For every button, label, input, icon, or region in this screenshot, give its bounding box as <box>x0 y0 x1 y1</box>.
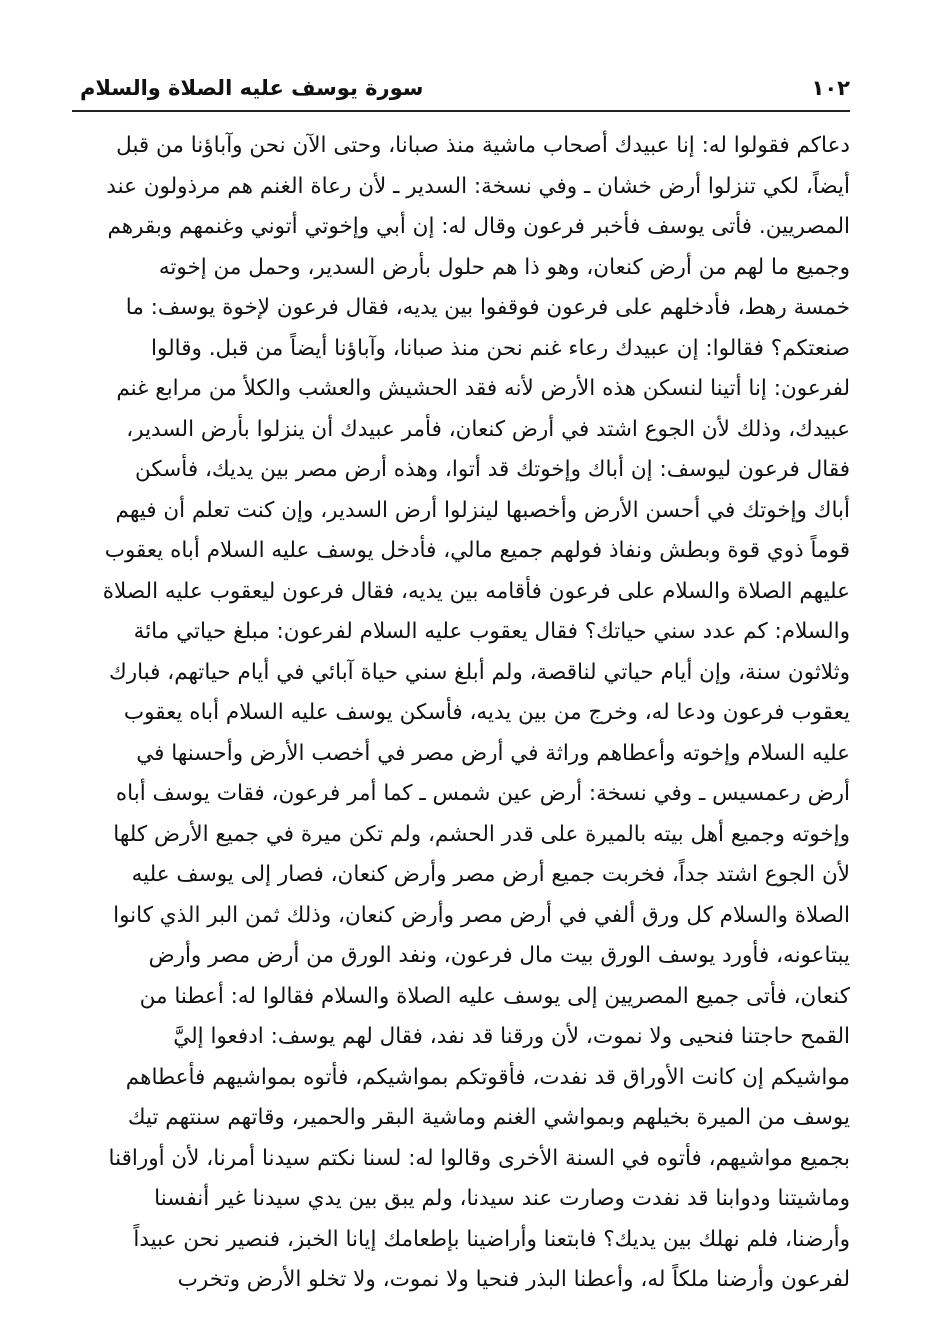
text-line: وثلاثون سنة، وإن أيام حياتي لناقصة، ولم أبلغ سني حياة آبائي في أيام حياتهم، فبارك <box>109 659 850 685</box>
text-line: المصريين. فأتى يوسف فأخبر فرعون وقال له: إن أبي وإخوتي أتوني وغنمهم وبقرهم <box>107 214 850 239</box>
text-line: والسلام: كم عدد سني حياتك؟ فقال يعقوب عليه السلام لفرعون: مبلغ حياتي مائة <box>133 619 850 644</box>
text-line: يعقوب فرعون ودعا له، وخرج من بين يديه، فأسكن يوسف عليه السلام أباه يعقوب <box>123 700 850 725</box>
text-line: لأن الجوع اشتد جداً، فخربت جميع أرض مصر وأرض كنعان، فصار إلى يوسف عليه <box>131 862 850 887</box>
text-line: لفرعون وأرضنا ملكاً له، وأعطنا البذر فنحيا ولا نموت، ولا تخلو الأرض وتخرب <box>177 1267 850 1292</box>
text-line: القمح حاجتنا فنحيى ولا نموت، لأن ورقنا قد نفد، فقال لهم يوسف: ادفعوا إليَّ <box>173 1024 850 1049</box>
text-line: مواشيكم إن كانت الأوراق قد نفدت، فأقوتكم بمواشيكم، فأتوه بمواشيهم فأعطاهم <box>125 1064 850 1090</box>
text-line: عبيدك، وذلك لأن الجوع اشتد في أرض كنعان، فأمر عبيدك أن ينزلوا بأرض السدير، <box>126 416 850 442</box>
text-line: دعاكم فقولوا له: إنا عبيدك أصحاب ماشية منذ صبانا، وحتى الآن نحن وآباؤنا من قبل <box>116 133 850 158</box>
text-line: وأرضنا، فلم نهلك بين يديك؟ فابتعنا وأراضينا بإطعامك إيانا الخبز، فنصير نحن عبيداً <box>133 1226 850 1252</box>
text-line: لفرعون: إنا أتينا لنسكن هذه الأرض لأنه فقد الحشيش والعشب والكلأ من مرابع غنم <box>116 376 850 401</box>
text-line: الصلاة والسلام كل ورق ألفي في أرض مصر وأرض كنعان، وذلك ثمن البر الذي كانوا <box>113 902 850 928</box>
header-rule <box>72 110 850 112</box>
text-line: وماشيتنا ودوابنا قد نفدت وصارت عند سيدنا، ولم يبق بين يدي سيدنا غير أنفسنا <box>154 1186 850 1211</box>
text-line: كنعان، فأتى جميع المصريين إلى يوسف عليه الصلاة والسلام فقالوا له: أعطنا من <box>139 983 850 1009</box>
text-line: بجميع مواشيهم، فأتوه في السنة الأخرى وقالوا له: لسنا نكتم سيدنا أمرنا، لأن أوراقنا <box>108 1145 850 1171</box>
book-page <box>72 70 850 1320</box>
text-line: خمسة رهط، فأدخلهم على فرعون فوقفوا بين يديه، فقال فرعون لإخوة يوسف: ما <box>125 295 850 320</box>
text-line: صنعتكم؟ فقالوا: إن عبيدك رعاء غنم نحن منذ صبانا، وآباؤنا أيضاً من قبل. وقالوا <box>151 335 850 361</box>
text-line: وجميع ما لهم من أرض كنعان، وهو ذا هم حلول بأرض السدير، وحمل من إخوته <box>158 254 850 280</box>
text-line: أباك وإخوتك في أحسن الأرض وأخصبها لينزلوا أرض السدير، وإن كنت تعلم أن فيهم <box>115 497 850 523</box>
page-number: ١٠٢ <box>811 76 850 100</box>
text-line: أيضاً، لكي تنزلوا أرض خشان ـ وفي نسخة: السدير ـ لأن رعاة الغنم هم مرذولون عند <box>106 173 850 199</box>
text-line: عليه السلام وإخوته وأعطاهم وراثة في أرض مصر في أخصب الأرض وأحسنها في <box>136 740 850 766</box>
chapter-title: سورة يوسف عليه الصلاة والسلام <box>80 76 424 100</box>
text-line: يبتاعونه، فأورد يوسف الورق بيت مال فرعون، ونفد الورق من أرض مصر وأرض <box>148 943 850 968</box>
text-line: يوسف من الميرة بخيلهم وبمواشي الغنم وماشية البقر والحمير، وقاتهم سنتهم تيك <box>127 1105 850 1130</box>
text-line: عليهم الصلاة والسلام على فرعون فأقامه بين يديه، فقال فرعون ليعقوب عليه الصلاة <box>102 578 850 604</box>
text-line: قوماً ذوي قوة وبطش ونفاذ فولهم جميع مالي، فأدخل يوسف عليه السلام أباه يعقوب <box>104 538 850 563</box>
text-line: أرض رعمسيس ـ وفي نسخة: أرض عين شمس ـ كما أمر فرعون، فقات يوسف أباه <box>115 781 850 806</box>
running-header <box>72 70 850 110</box>
body-text <box>72 126 850 1301</box>
text-line: وإخوته وجميع أهل بيته بالميرة على قدر الحشم، ولم تكن ميرة في جميع الأرض كلها <box>113 821 850 847</box>
text-line: فقال فرعون ليوسف: إن أباك وإخوتك قد أتوا، وهذه أرض مصر بين يديك، فأسكن <box>135 457 850 482</box>
